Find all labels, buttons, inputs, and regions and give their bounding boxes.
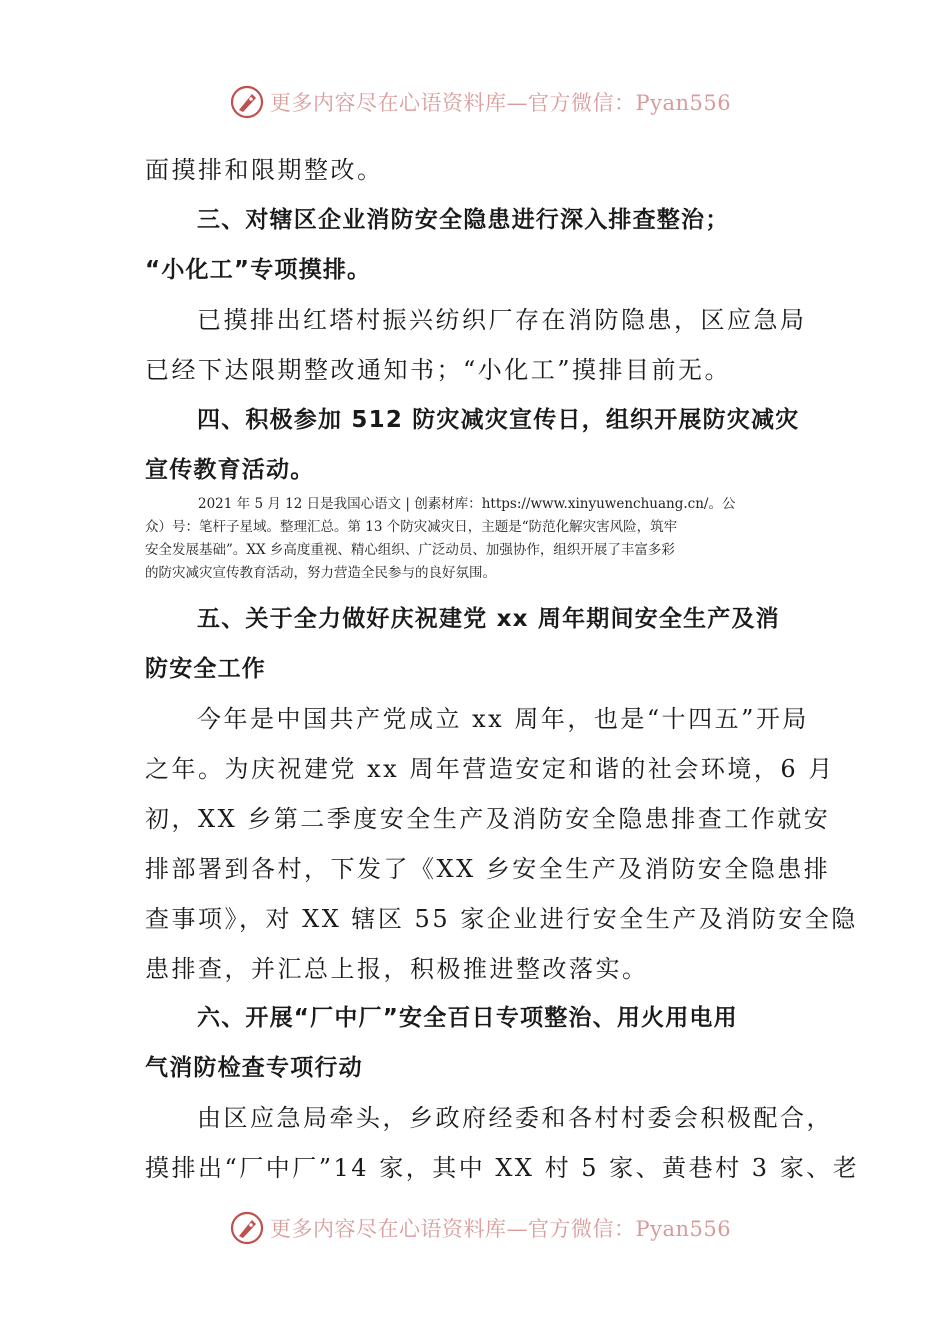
pen-nib-logo-icon — [230, 1211, 264, 1245]
text-line: 已摸排出红塔村振兴纺织厂存在消防隐患，区应急局 — [197, 306, 807, 334]
section-heading-3-cont: “小化工”专项摸排。 — [145, 257, 372, 283]
small-text-line: 众）号：笔杆子星域。整理汇总。第 13 个防灾减灾日，主题是“防范化解灾害风险，筑牢 — [145, 519, 678, 535]
text-line: 排部署到各村，下发了《XX 乡安全生产及消防安全隐患排 — [145, 855, 831, 883]
text-line: 查事项》，对 XX 辖区 55 家企业进行安全生产及消防安全隐 — [145, 905, 858, 933]
footer-watermark — [230, 1208, 731, 1248]
text-line: 面摸排和限期整改。 — [145, 156, 384, 184]
small-text-line: 2021 年 5 月 12 日是我国心语文 | 创素材库：https://www.xinyuwenchuang.cn/。公 — [198, 496, 736, 512]
watermark-text: 更多内容尽在心语资料库—官方微信：Pyan556 — [270, 1217, 732, 1241]
section-heading-4: 四、积极参加 512 防灾减灾宣传日，组织开展防灾减灾 — [197, 407, 800, 433]
section-heading-5-cont: 防安全工作 — [145, 656, 266, 682]
text-line: 摸排出“厂中厂”14 家，其中 XX 村 5 家、黄巷村 3 家、老 — [145, 1154, 860, 1182]
text-line: 之年。为庆祝建党 xx 周年营造安定和谐的社会环境，6 月 — [145, 755, 835, 783]
section-heading-4-cont: 宣传教育活动。 — [145, 457, 315, 483]
section-heading-3: 三、对辖区企业消防安全隐患进行深入排查整治； — [197, 207, 730, 233]
section-heading-5: 五、关于全力做好庆祝建党 xx 周年期间安全生产及消 — [197, 606, 780, 632]
section-heading-6: 六、开展“厂中厂”安全百日专项整治、用火用电用 — [197, 1005, 738, 1031]
small-text-line: 的防灾减灾宣传教育活动，努力营造全民参与的良好氛围。 — [145, 565, 496, 581]
header-watermark — [230, 82, 731, 122]
text-line: 初，XX 乡第二季度安全生产及消防安全隐患排查工作就安 — [145, 805, 831, 833]
text-line: 患排查，并汇总上报，积极推进整改落实。 — [145, 955, 649, 983]
text-line: 由区应急局牵头，乡政府经委和各村村委会积极配合， — [197, 1104, 833, 1132]
watermark-text: 更多内容尽在心语资料库—官方微信：Pyan556 — [270, 91, 732, 115]
section-heading-6-cont: 气消防检查专项行动 — [145, 1055, 363, 1081]
pen-nib-logo-icon — [230, 85, 264, 119]
text-line: 今年是中国共产党成立 xx 周年，也是“十四五”开局 — [197, 705, 809, 733]
text-line: 已经下达限期整改通知书；“小化工”摸排目前无。 — [145, 356, 732, 384]
small-text-line: 安全发展基础”。XX 乡高度重视、精心组织、广泛动员、加强协作，组织开展了丰富多彩 — [145, 542, 675, 558]
